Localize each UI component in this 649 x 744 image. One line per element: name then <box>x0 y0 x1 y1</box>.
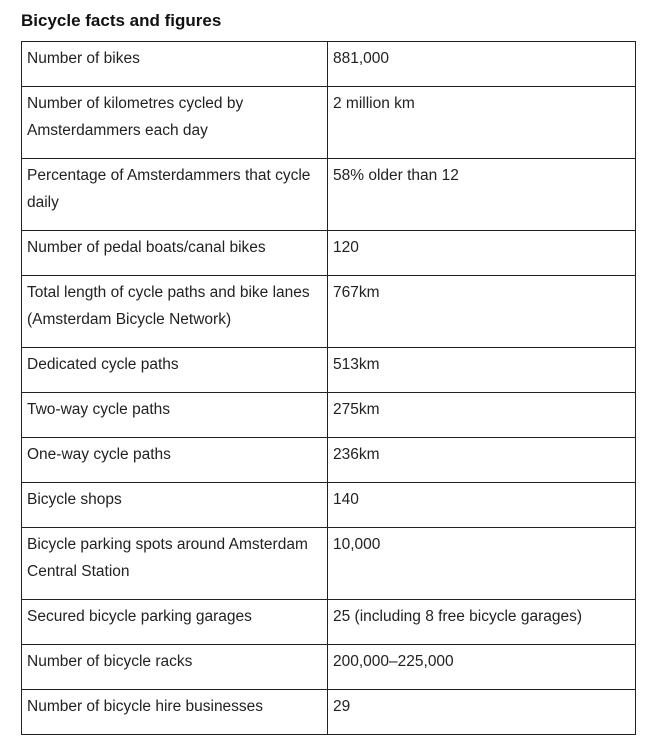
fact-value: 10,000 <box>328 528 636 600</box>
table-row <box>22 42 636 87</box>
table-row <box>22 483 636 528</box>
fact-value: 236km <box>328 438 636 483</box>
facts-table <box>21 41 636 735</box>
fact-value: 513km <box>328 348 636 393</box>
table-row <box>22 87 636 159</box>
fact-label: Number of bikes <box>22 42 328 87</box>
fact-value: 275km <box>328 393 636 438</box>
table-row <box>22 528 636 600</box>
fact-label: Dedicated cycle paths <box>22 348 328 393</box>
fact-value: 2 million km <box>328 87 636 159</box>
table-row <box>22 159 636 231</box>
fact-label: Number of bicycle hire businesses <box>22 690 328 735</box>
fact-label: Secured bicycle parking garages <box>22 600 328 645</box>
table-row <box>22 600 636 645</box>
fact-value: 200,000–225,000 <box>328 645 636 690</box>
table-row <box>22 276 636 348</box>
fact-label: Number of pedal boats/canal bikes <box>22 231 328 276</box>
fact-value: 29 <box>328 690 636 735</box>
fact-label: Number of kilometres cycled by Amsterdammers each day <box>22 87 328 159</box>
table-row <box>22 393 636 438</box>
fact-label: Number of bicycle racks <box>22 645 328 690</box>
fact-label: One-way cycle paths <box>22 438 328 483</box>
table-row <box>22 438 636 483</box>
table-row <box>22 348 636 393</box>
fact-value: 120 <box>328 231 636 276</box>
fact-value: 881,000 <box>328 42 636 87</box>
fact-label: Bicycle parking spots around Amsterdam Central Station <box>22 528 328 600</box>
fact-value: 58% older than 12 <box>328 159 636 231</box>
page-title: Bicycle facts and figures <box>21 11 222 30</box>
table-row <box>22 645 636 690</box>
fact-label: Percentage of Amsterdammers that cycle daily <box>22 159 328 231</box>
fact-label: Two-way cycle paths <box>22 393 328 438</box>
fact-label: Total length of cycle paths and bike lanes (Amsterdam Bicycle Network) <box>22 276 328 348</box>
fact-value: 25 (including 8 free bicycle garages) <box>328 600 636 645</box>
fact-label: Bicycle shops <box>22 483 328 528</box>
table-row <box>22 690 636 735</box>
fact-value: 140 <box>328 483 636 528</box>
table-row <box>22 231 636 276</box>
fact-value: 767km <box>328 276 636 348</box>
